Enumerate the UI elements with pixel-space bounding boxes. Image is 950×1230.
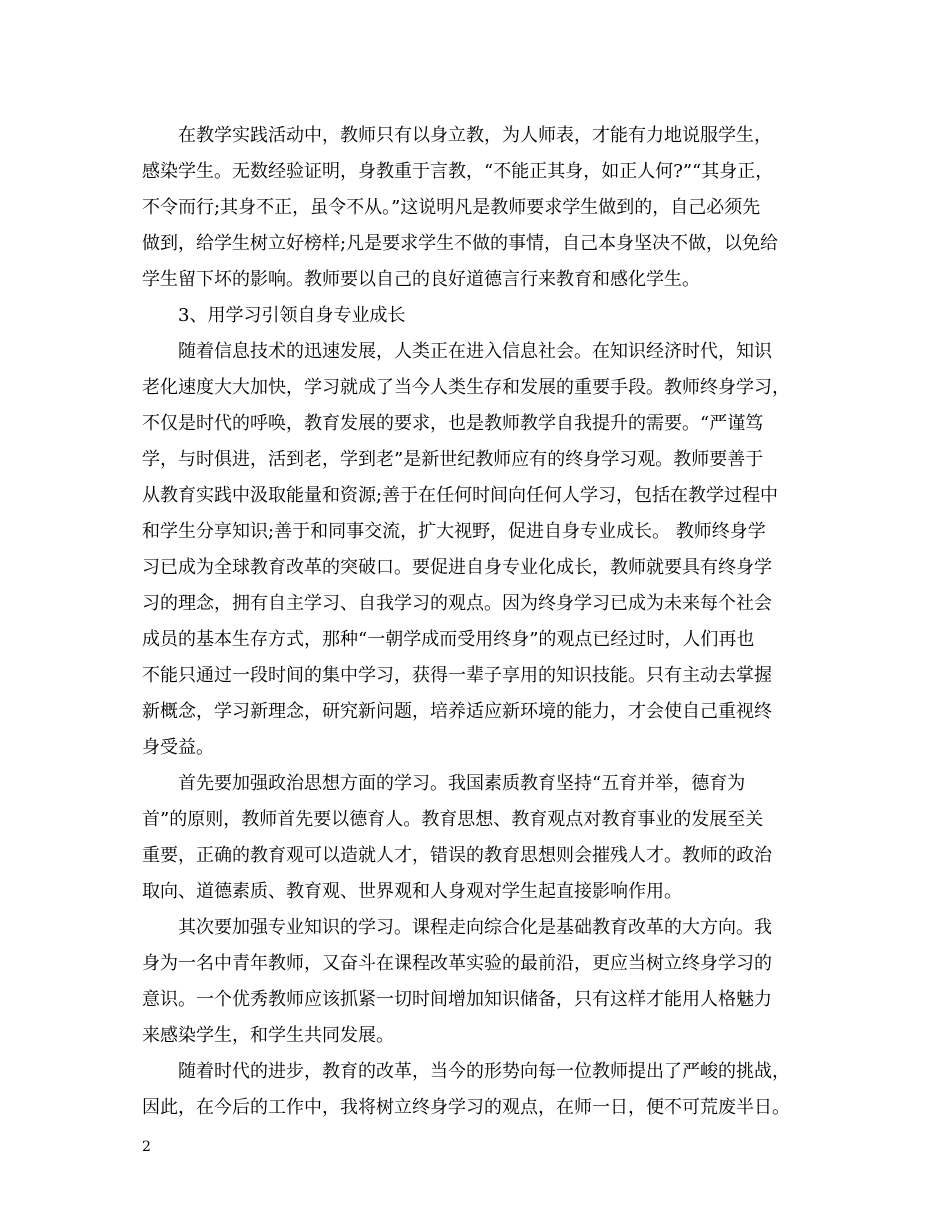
text-line: 随着时代的进步，教育的改革，当今的形势向每一位教师提出了严峻的挑战， <box>178 1061 790 1082</box>
text-line: 老化速度大大加快，学习就成了当今人类生存和发展的重要手段。教师终身学习， <box>142 377 790 398</box>
text-line: 做到，给学生树立好榜样;凡是要求学生不做的事情，自己本身坚决不做，以免给 <box>142 233 779 254</box>
text-line: 重要，正确的教育观可以造就人才，错误的教育思想则会摧残人才。教师的政治 <box>142 845 772 866</box>
text-line: 不能只通过一段时间的集中学习，获得一辈子享用的知识技能。只有主动去掌握 <box>142 665 772 686</box>
text-line: 随着信息技术的迅速发展，人类正在进入信息社会。在知识经济时代，知识 <box>178 341 772 362</box>
text-line: 首先要加强政治思想方面的学习。我国素质教育坚持“五育并举，德育为 <box>178 773 746 794</box>
text-line: 学生留下坏的影响。教师要以自己的良好道德言行来教育和感化学生。 <box>142 269 700 290</box>
text-line: 在教学实践活动中，教师只有以身立教，为人师表，才能有力地说服学生， <box>178 125 772 146</box>
text-line: 3、用学习引领自身专业成长 <box>178 305 406 326</box>
text-line: 因此，在今后的工作中，我将树立终身学习的观点，在师一日，便不可荒废半日。 <box>142 1097 790 1118</box>
text-line: 从教育实践中汲取能量和资源;善于在任何时间向任何人学习，包括在教学过程中 <box>142 485 779 506</box>
text-line: 学，与时俱进，活到老，学到老”是新世纪教师应有的终身学习观。教师要善于 <box>142 449 764 470</box>
text-line: 首”的原则，教师首先要以德育人。教育思想、教育观点对教育事业的发展至关 <box>142 809 764 830</box>
text-line: 意识。一个优秀教师应该抓紧一切时间增加知识储备，只有这样才能用人格魅力 <box>142 989 772 1010</box>
text-line: 习的理念，拥有自主学习、自我学习的观点。因为终身学习已成为未来每个社会 <box>142 593 772 614</box>
text-line: 身受益。 <box>142 737 214 758</box>
text-line: 来感染学生，和学生共同发展。 <box>142 1025 394 1046</box>
text-line: 不仅是时代的呼唤，教育发展的要求，也是教师教学自我提升的需要。“严谨笃 <box>142 413 764 434</box>
text-line: 成员的基本生存方式，那种“一朝学成而受用终身”的观点已经过时，人们再也 <box>142 629 755 650</box>
text-line: 不令而行;其身不正，虽令不从。”这说明凡是教师要求学生做到的，自己必须先 <box>142 197 761 218</box>
document-body <box>142 118 810 1126</box>
text-line: 新概念，学习新理念，研究新问题，培养适应新环境的能力，才会使自己重视终 <box>142 701 772 722</box>
text-line: 感染学生。无数经验证明，身教重于言教，“不能正其身，如正人何?”“其身正， <box>142 161 774 182</box>
text-line: 和学生分享知识;善于和同事交流，扩大视野，促进自身专业成长。 教师终身学 <box>142 521 766 542</box>
text-line: 其次要加强专业知识的学习。课程走向综合化是基础教育改革的大方向。我 <box>178 917 772 938</box>
text-line: 习已成为全球教育改革的突破口。要促进自身专业化成长，教师就要具有终身学 <box>142 557 772 578</box>
text-line: 身为一名中青年教师，又奋斗在课程改革实验的最前沿，更应当树立终身学习的 <box>142 953 772 974</box>
page-number: 2 <box>142 1139 151 1155</box>
text-line: 取向、道德素质、教育观、世界观和人身观对学生起直接影响作用。 <box>142 881 682 902</box>
